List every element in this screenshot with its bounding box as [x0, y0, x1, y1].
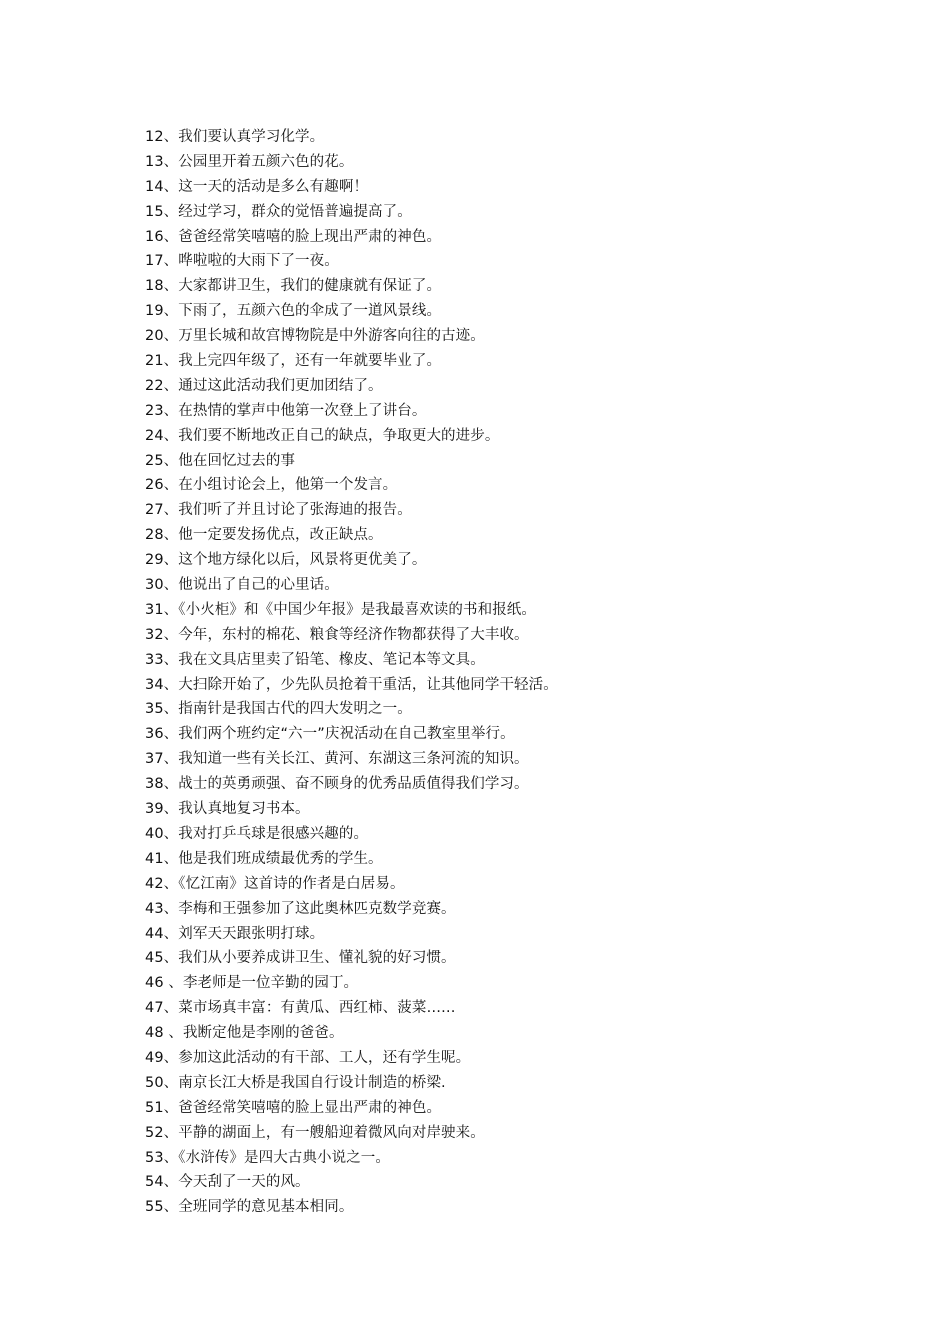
sentence-line: 28、他一定要发扬优点，改正缺点。: [145, 527, 383, 544]
sentence-line: 14、这一天的活动是多么有趣啊！: [145, 178, 369, 195]
sentence-line: 45、我们从小要养成讲卫生、懂礼貌的好习惯。: [145, 950, 456, 967]
sentence-line: 29、这个地方绿化以后，风景将更优美了。: [145, 552, 427, 569]
sentence-line: 54、今天刮了一天的风。: [145, 1174, 310, 1191]
sentence-line: 47、菜市场真丰富：有黄瓜、西红柿、菠菜……: [145, 1000, 456, 1017]
sentence-line: 44、刘军天天跟张明打球。: [145, 925, 325, 942]
sentence-line: 39、我认真地复习书本。: [145, 801, 310, 818]
sentence-line: 51、爸爸经常笑嘻嘻的脸上显出严肃的神色。: [145, 1099, 442, 1116]
sentence-line: 13、公园里开着五颜六色的花。: [145, 153, 354, 170]
sentence-line: 20、万里长城和故宫博物院是中外游客向往的古迹。: [145, 328, 485, 345]
sentence-line: 24、我们要不断地改正自己的缺点，争取更大的进步。: [145, 427, 500, 444]
sentence-line: 50、南京长江大桥是我国自行设计制造的桥梁.: [145, 1074, 446, 1091]
sentence-line: 16、爸爸经常笑嘻嘻的脸上现出严肃的神色。: [145, 228, 442, 245]
sentence-line: 55、全班同学的意见基本相同。: [145, 1199, 354, 1216]
sentence-line: 22、通过这此活动我们更加团结了。: [145, 377, 383, 394]
sentence-line: 15、经过学习，群众的觉悟普遍提高了。: [145, 203, 412, 220]
sentence-line: 23、在热情的掌声中他第一次登上了讲台。: [145, 402, 427, 419]
sentence-line: 42、《忆江南》这首诗的作者是白居易。: [145, 875, 405, 892]
sentence-line: 40、我对打乒乓球是很感兴趣的。: [145, 825, 369, 842]
sentence-line: 41、他是我们班成绩最优秀的学生。: [145, 850, 383, 867]
sentence-line: 38、战士的英勇顽强、奋不顾身的优秀品质值得我们学习。: [145, 776, 529, 793]
sentence-line: 37、我知道一些有关长江、黄河、东湖这三条河流的知识。: [145, 751, 529, 768]
sentence-list: [145, 125, 558, 1220]
sentence-line: 53、《水浒传》是四大古典小说之一。: [145, 1149, 390, 1166]
sentence-line: 35、指南针是我国古代的四大发明之一。: [145, 701, 412, 718]
sentence-line: 21、我上完四年级了，还有一年就要毕业了。: [145, 353, 442, 370]
sentence-line: 36、我们两个班约定“六一”庆祝活动在自己教室里举行。: [145, 726, 515, 743]
sentence-line: 17、哗啦啦的大雨下了一夜。: [145, 253, 339, 270]
sentence-line: 25、他在回忆过去的事: [145, 452, 296, 469]
sentence-line: 48 、我断定他是李刚的爸爸。: [145, 1025, 344, 1042]
sentence-line: 27、我们听了并且讨论了张海迪的报告。: [145, 502, 412, 519]
sentence-line: 34、大扫除开始了，少先队员抢着干重活，让其他同学干轻活。: [145, 676, 558, 693]
sentence-line: 52、平静的湖面上，有一艘船迎着微风向对岸驶来。: [145, 1124, 485, 1141]
sentence-line: 49、参加这此活动的有干部、工人，还有学生呢。: [145, 1049, 471, 1066]
sentence-line: 43、李梅和王强参加了这此奥林匹克数学竞赛。: [145, 900, 456, 917]
sentence-line: 26、在小组讨论会上，他第一个发言。: [145, 477, 398, 494]
sentence-line: 33、我在文具店里卖了铅笔、橡皮、笔记本等文具。: [145, 651, 485, 668]
sentence-line: 12、我们要认真学习化学。: [145, 129, 325, 145]
sentence-line: 30、他说出了自己的心里话。: [145, 577, 339, 594]
sentence-line: 19、下雨了，五颜六色的伞成了一道风景线。: [145, 303, 442, 320]
sentence-line: 46 、李老师是一位辛勤的园丁。: [145, 975, 359, 992]
sentence-line: 18、大家都讲卫生，我们的健康就有保证了。: [145, 278, 442, 295]
sentence-line: 31、《小火柜》和《中国少年报》是我最喜欢读的书和报纸。: [145, 601, 536, 618]
sentence-line: 32、今年，东村的棉花、粮食等经济作物都获得了大丰收。: [145, 626, 529, 643]
